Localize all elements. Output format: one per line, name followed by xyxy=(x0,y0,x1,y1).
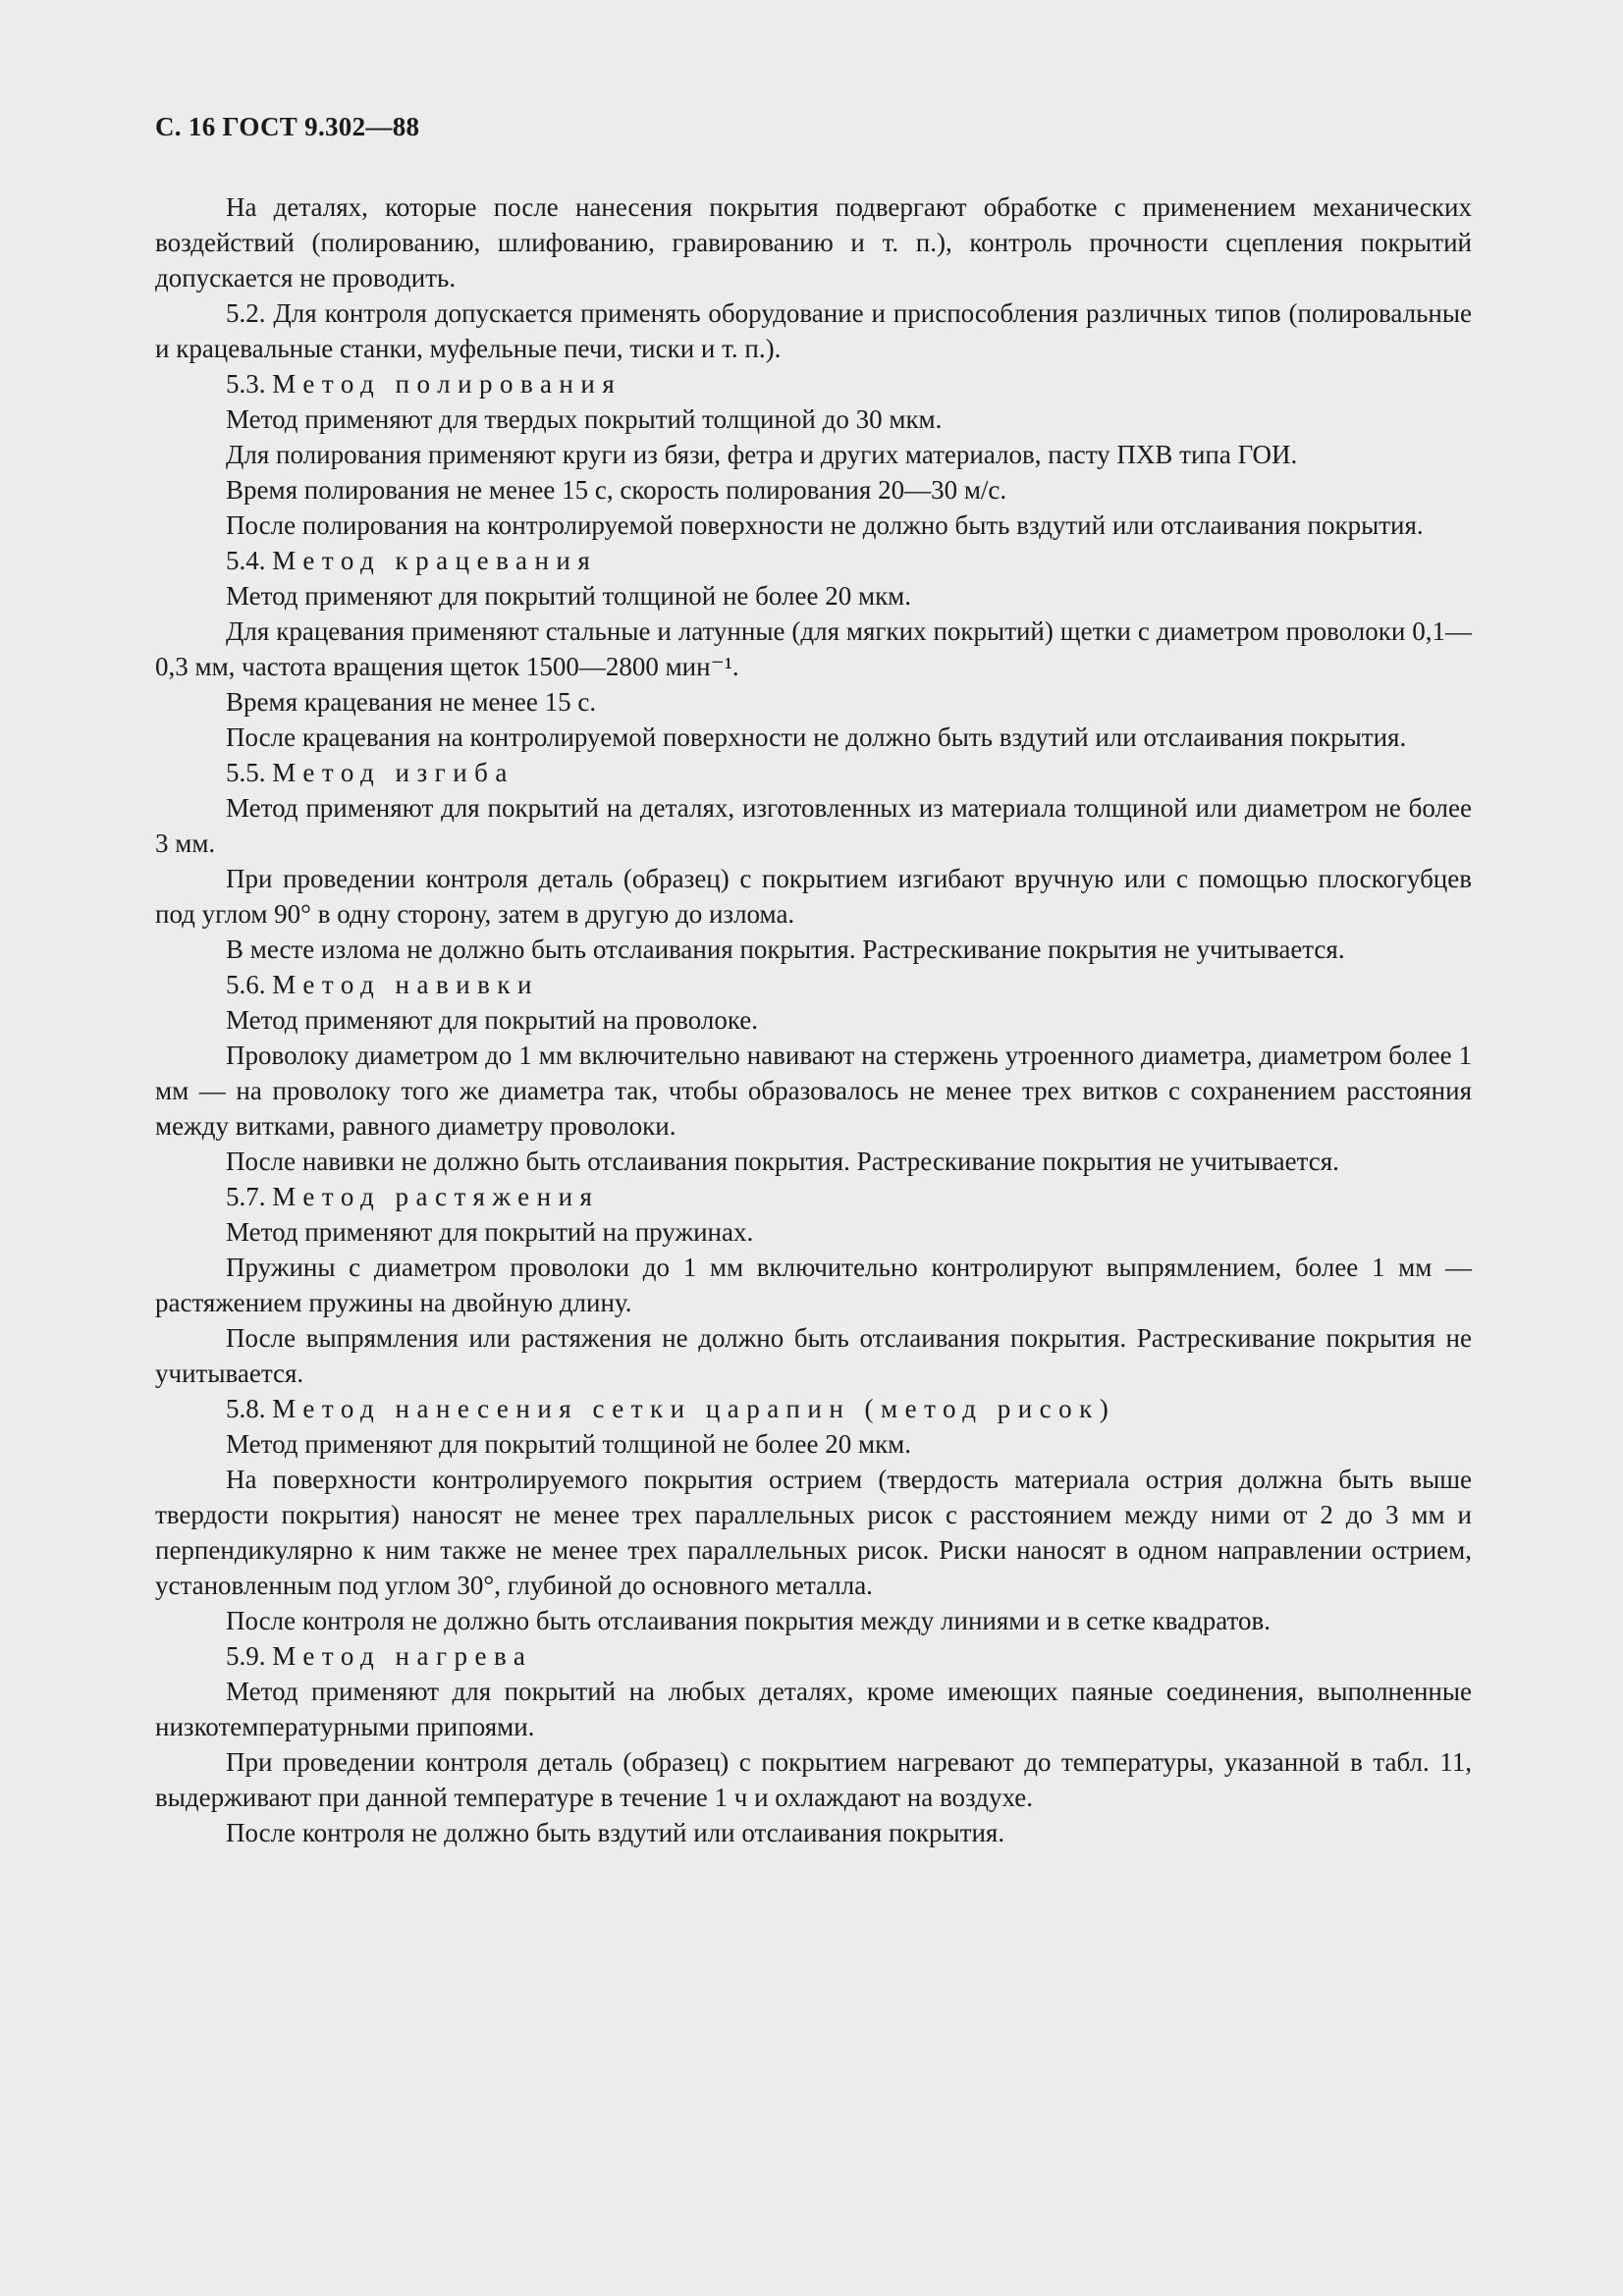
section-title: Метод крацевания xyxy=(272,546,598,575)
section-title: Метод полирования xyxy=(272,369,622,399)
section-title: Метод нагрева xyxy=(272,1641,533,1671)
section-title: Метод нанесения сетки царапин (метод рисок) xyxy=(272,1394,1116,1423)
paragraph: Метод применяют для покрытий на проволоке. xyxy=(226,1005,759,1035)
document-body xyxy=(155,189,1472,1850)
paragraph: 5.2. Для контроля допускается применять оборудование и приспособления различных типов (полировальные и крацевальные станки, муфельные печи, тиски и т. п.). xyxy=(155,298,1472,363)
paragraph: Метод применяют для покрытий на деталях, изготовленных из материала толщиной или диаметром не более 3 мм. xyxy=(155,793,1472,858)
section-heading xyxy=(155,967,1472,1002)
section-title: Метод изгиба xyxy=(272,758,514,787)
section-heading xyxy=(155,543,1472,578)
paragraph: При проведении контроля деталь (образец) с покрытием нагревают до температуры, указанной в табл. 11, выдерживают при данной температуре в течение 1 ч и охлаждают на воздухе. xyxy=(155,1747,1472,1812)
paragraph: На деталях, которые после нанесения покрытия подвергают обработке с применением механических воздействий (полированию, шлифованию, гравированию и т. п.), контроль прочности сцепления покрытий допускается не проводить. xyxy=(155,192,1472,293)
section-number: 5.6. xyxy=(226,970,266,999)
section-heading xyxy=(155,366,1472,401)
section-number: 5.8. xyxy=(226,1394,266,1423)
section-number: 5.9. xyxy=(226,1641,266,1671)
section-heading xyxy=(155,755,1472,790)
section-heading xyxy=(155,1638,1472,1674)
paragraph: После крацевания на контролируемой поверхности не должно быть вздутий или отслаивания покрытия. xyxy=(226,722,1407,752)
paragraph: Метод применяют для покрытий на любых деталях, кроме имеющих паяные соединения, выполненные низкотемпературными припоями. xyxy=(155,1677,1472,1741)
section-title: Метод растяжения xyxy=(272,1182,600,1211)
paragraph: После навивки не должно быть отслаивания покрытия. Растрескивание покрытия не учитывается. xyxy=(226,1147,1339,1176)
section-number: 5.3. xyxy=(226,369,266,399)
paragraph: После контроля не должно быть вздутий или отслаивания покрытия. xyxy=(226,1818,1005,1847)
section-heading xyxy=(155,1391,1472,1426)
paragraph: После полирования на контролируемой поверхности не должно быть вздутий или отслаивания покрытия. xyxy=(226,510,1424,540)
paragraph: Время полирования не менее 15 с, скорость полирования 20—30 м/с. xyxy=(226,475,1007,505)
paragraph: Метод применяют для покрытий на пружинах. xyxy=(226,1217,754,1247)
paragraph: Метод применяют для покрытий толщиной не более 20 мкм. xyxy=(226,1429,912,1459)
page-header: С. 16 ГОСТ 9.302—88 xyxy=(155,112,420,141)
paragraph: В месте излома не должно быть отслаивания покрытия. Растрескивание покрытия не учитывается. xyxy=(226,934,1345,964)
paragraph: При проведении контроля деталь (образец) с покрытием изгибают вручную или с помощью плоскогубцев под углом 90° в одну сторону, затем в другую до излома. xyxy=(155,864,1472,929)
section-number: 5.4. xyxy=(226,546,266,575)
paragraph: Проволоку диаметром до 1 мм включительно навивают на стержень утроенного диаметра, диаметром более 1 мм — на проволоку того же диаметра так, чтобы образовалось не менее трех витков с сохранением расстояния между витками, равного диаметру проволоки. xyxy=(155,1041,1472,1141)
paragraph: Метод применяют для покрытий толщиной не более 20 мкм. xyxy=(226,581,912,611)
paragraph: Для крацевания применяют стальные и латунные (для мягких покрытий) щетки с диаметром проволоки 0,1—0,3 мм, частота вращения щеток 1500—2800 мин⁻¹. xyxy=(155,616,1472,681)
section-number: 5.7. xyxy=(226,1182,266,1211)
paragraph: Для полирования применяют круги из бязи, фетра и других материалов, пасту ПХВ типа ГОИ. xyxy=(226,440,1298,469)
section-number: 5.5. xyxy=(226,758,266,787)
paragraph: После выпрямления или растяжения не должно быть отслаивания покрытия. Растрескивание покрытия не учитывается. xyxy=(155,1323,1472,1388)
section-title: Метод навивки xyxy=(272,970,539,999)
paragraph: На поверхности контролируемого покрытия острием (твердость материала острия должна быть выше твердости покрытия) наносят не менее трех параллельных рисок с расстоянием между ними от 2 до 3 мм и перпендикулярно к ним также не менее трех параллельных рисок. Риски наносят в одном направлении острием, установленным под углом 30°, глубиной до основного металла. xyxy=(155,1465,1472,1600)
paragraph: Пружины с диаметром проволоки до 1 мм включительно контролируют выпрямлением, более 1 мм — растяжением пружины на двойную длину. xyxy=(155,1253,1472,1317)
section-heading xyxy=(155,1179,1472,1214)
paragraph: Метод применяют для твердых покрытий толщиной до 30 мкм. xyxy=(226,404,943,434)
paragraph: Время крацевания не менее 15 с. xyxy=(226,687,597,717)
paragraph: После контроля не должно быть отслаивания покрытия между линиями и в сетке квадратов. xyxy=(226,1606,1271,1635)
